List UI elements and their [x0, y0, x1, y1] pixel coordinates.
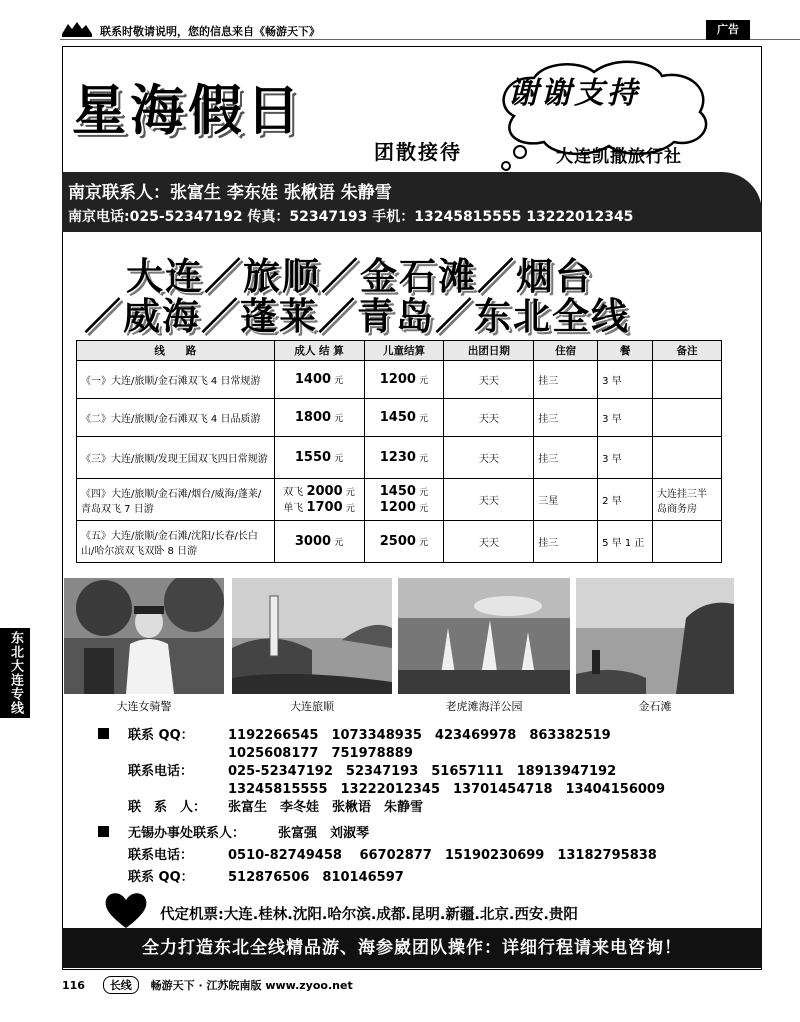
caption-police-woman: 大连女骑警	[116, 700, 172, 713]
hotel-cell: 挂三	[534, 399, 598, 437]
table-row	[77, 437, 722, 479]
wuxi-tel-label: 联系电话：	[128, 848, 194, 863]
publication-logo-icon	[60, 20, 94, 38]
route-cell: 《三》大连/旅顺/发现王国双飞四日常规游	[77, 437, 275, 479]
child-price-cell: 1450 元 1200 元	[364, 479, 444, 521]
nanjing-contacts: 南京联系人：张富生 李东娃 张楸语 朱静雪	[68, 183, 392, 203]
date-cell: 天天	[444, 399, 534, 437]
header-date: 出团日期	[444, 341, 534, 361]
table-row	[77, 361, 722, 399]
date-cell: 天天	[444, 437, 534, 479]
section-badge: 长线	[103, 976, 139, 994]
photo-tiger-beach-park	[398, 578, 570, 694]
slogan-bar: 全力打造东北全线精品游、海参崴团队操作：详细行程请来电咨询！	[62, 928, 762, 968]
tel-line-2: 13245815555 13222012345 13701454718 13404156009	[228, 782, 665, 797]
qq-label: 联系 QQ：	[128, 728, 194, 743]
service-label: 团散接待	[374, 140, 462, 164]
route-price-table	[76, 340, 722, 563]
adult-price-cell: 1550 元	[274, 437, 364, 479]
adult-price-cell: 3000 元	[274, 521, 364, 563]
adult-price-cell: 双飞 2000 元 单飞 1700 元	[274, 479, 364, 521]
footer	[62, 976, 353, 994]
child-price-cell: 1230 元	[364, 437, 444, 479]
section-side-tab: 东北大连专线	[0, 628, 30, 718]
qq-line-1: 1192266545 1073348935 423469978 863382519	[228, 728, 611, 743]
publication-info: 畅游天下 · 江苏皖南版 www.zyoo.net	[150, 979, 353, 992]
heart-icon	[104, 890, 148, 930]
date-cell: 天天	[444, 521, 534, 563]
brand-title: 星海假日	[72, 79, 304, 142]
meal-cell: 5 早 1 正	[598, 521, 653, 563]
destinations-line-1: 大连／旅顺／金石滩／烟台	[126, 255, 594, 298]
adult-price-cell: 1800 元	[274, 399, 364, 437]
note-cell	[653, 399, 722, 437]
header-route: 线 路	[77, 341, 275, 361]
source-note: 联系时敬请说明，您的信息来自《畅游天下》	[100, 25, 320, 38]
destinations-line-2: ／威海／蓬莱／青岛／东北全线	[84, 295, 630, 338]
note-cell: 大连挂三半岛商务房	[653, 479, 722, 521]
header-hotel: 住宿	[534, 341, 598, 361]
agency-name: 大连凯撒旅行社	[556, 147, 682, 167]
qq-line-2: 1025608177 751978889	[228, 746, 413, 761]
nanjing-phones: 南京电话:025-52347192 传真：52347193 手机：13245815555 13222012345	[68, 209, 634, 225]
caption-jinshitan: 金石滩	[638, 700, 672, 713]
child-price-cell: 1200 元	[364, 361, 444, 399]
ticket-booking: 代定机票:大连.桂林.沈阳.哈尔滨.成都.昆明.新疆.北京.西安.贵阳	[160, 907, 578, 923]
wuxi-qqs: 512876506 810146597	[228, 870, 404, 885]
meal-cell: 3 早	[598, 399, 653, 437]
page-number: 116	[62, 979, 85, 992]
tel-line-1: 025-52347192 52347193 51657111 18913947192	[228, 764, 617, 779]
hotel-cell: 挂三	[534, 521, 598, 563]
meal-cell: 2 早	[598, 479, 653, 521]
hotel-cell: 三星	[534, 479, 598, 521]
wuxi-qq-label: 联系 QQ：	[128, 870, 194, 885]
note-cell	[653, 361, 722, 399]
caption-tiger-beach: 老虎滩海洋公园	[445, 700, 523, 713]
photo-jinshitan	[576, 578, 734, 694]
person-names: 张富生 李冬娃 张楸语 朱静雪	[228, 800, 424, 815]
wuxi-office-label: 无锡办事处联系人：	[128, 826, 246, 841]
header-adult: 成人 结 算	[274, 341, 364, 361]
hotel-cell: 挂三	[534, 437, 598, 479]
bullet-icon	[98, 728, 109, 739]
table-row	[77, 521, 722, 563]
child-price-cell: 1450 元	[364, 399, 444, 437]
photo-police-woman	[64, 578, 224, 694]
person-label: 联 系 人：	[128, 800, 207, 815]
note-cell	[653, 521, 722, 563]
hotel-cell: 挂三	[534, 361, 598, 399]
header-meal: 餐	[598, 341, 653, 361]
route-cell: 《四》大连/旅顺/金石滩/烟台/威海/蓬莱/青岛双飞 7 日游	[77, 479, 275, 521]
table-header-row	[77, 341, 722, 361]
child-price-cell: 2500 元	[364, 521, 444, 563]
note-cell	[653, 437, 722, 479]
adult-price-cell: 1400 元	[274, 361, 364, 399]
header-note: 备注	[653, 341, 722, 361]
tel-label: 联系电话：	[128, 764, 194, 779]
photo-lushun	[232, 578, 392, 694]
header-child: 儿童结算	[364, 341, 444, 361]
caption-lushun: 大连旅顺	[290, 700, 334, 713]
table-row	[77, 479, 722, 521]
table-row	[77, 399, 722, 437]
bullet-icon	[98, 826, 109, 837]
route-cell: 《一》大连/旅顺/金石滩双飞 4 日常规游	[77, 361, 275, 399]
route-cell: 《二》大连/旅顺/金石滩双飞 4 日品质游	[77, 399, 275, 437]
thanks-slogan: 谢谢支持	[508, 76, 640, 111]
wuxi-office-people: 张富强 刘淑琴	[278, 826, 370, 841]
date-cell: 天天	[444, 361, 534, 399]
meal-cell: 3 早	[598, 437, 653, 479]
ad-badge: 广告	[706, 20, 750, 40]
date-cell: 天天	[444, 479, 534, 521]
route-cell: 《五》大连/旅顺/金石滩/沈阳/长春/长白山/哈尔滨双飞双卧 8 日游	[77, 521, 275, 563]
meal-cell: 3 早	[598, 361, 653, 399]
wuxi-tels: 0510-82749458 66702877 15190230699 13182795838	[228, 848, 657, 863]
